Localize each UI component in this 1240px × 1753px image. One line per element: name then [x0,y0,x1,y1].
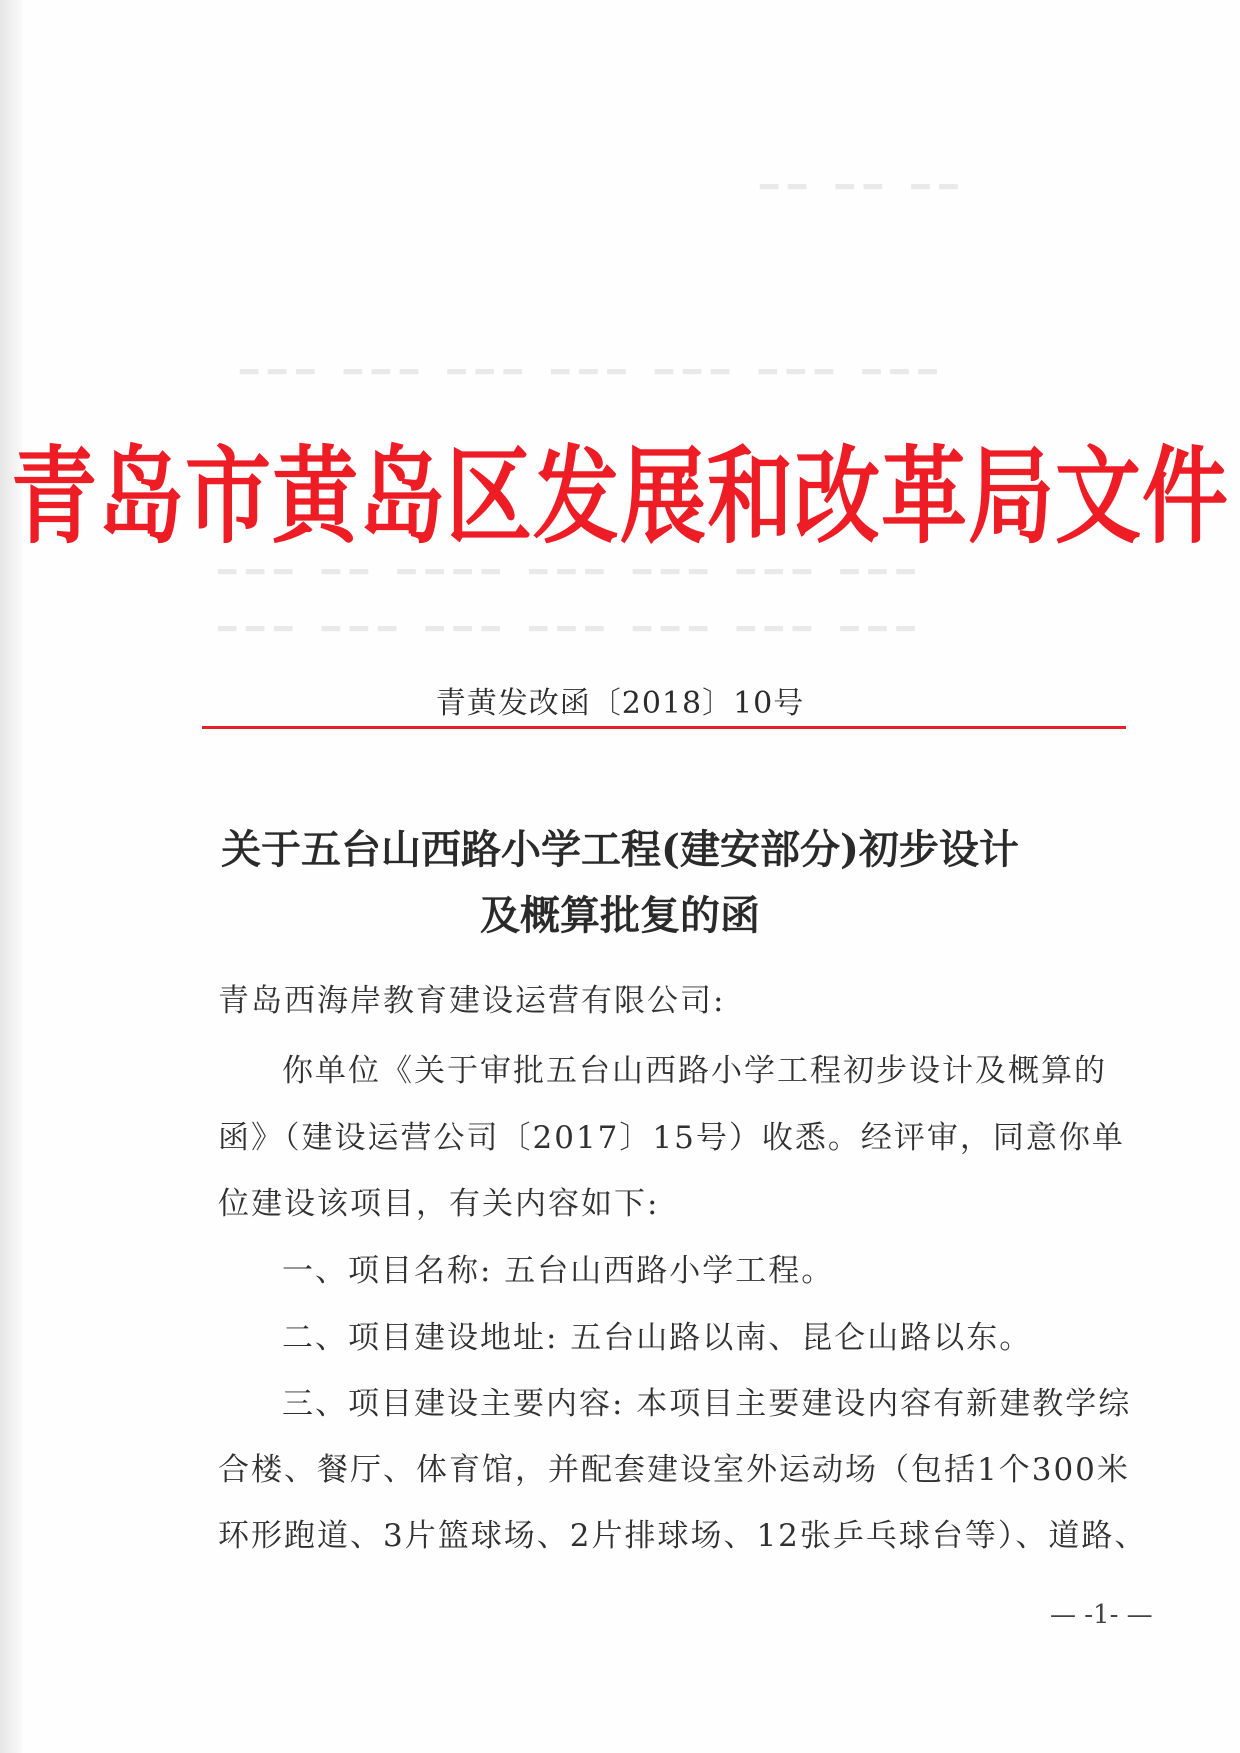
paragraph-line: 环形跑道、3片篮球场、2片排球场、12张乒乓球台等）、道路、 [218,1518,1148,1554]
document-title-line-2: 及概算批复的函 [480,892,760,939]
document-number: 青黄发改函〔2018〕10号 [435,686,805,721]
item-construction-content: 三、项目建设主要内容: 本项目主要建设内容有新建教学综 [282,1386,1132,1422]
page-number: — -1- — [1050,1600,1153,1630]
masthead-title: 青岛市黄岛区发展和改革局文件 [11,435,1229,559]
red-divider-line [202,726,1126,729]
paragraph-line: 位建设该项目，有关内容如下: [218,1186,660,1222]
show-through-mark: ━━━ ━━ ━━━━ ━━━ ━━━ ━━━ ━━━ [218,555,925,590]
document-title-line-1: 关于五台山西路小学工程(建安部分)初步设计 [221,826,1019,873]
scan-shadow [0,0,22,1753]
show-through-mark: ━━━ ━━━ ━━━ ━━━ ━━━ ━━━ ━━━ [218,612,925,647]
addressee: 青岛西海岸教育建设运营有限公司: [218,983,726,1019]
paragraph-line: 合楼、餐厅、体育馆，并配套建设室外运动场（包括1个300米 [218,1452,1130,1488]
paragraph-line: 函》（建设运营公司〔2017〕15号）收悉。经评审，同意你单 [218,1120,1125,1156]
show-through-mark: ━━ ━━ ━━ [760,170,968,205]
item-project-name: 一、项目名称: 五台山西路小学工程。 [282,1253,835,1289]
show-through-mark: ━━━ ━━━ ━━━ ━━━ ━━━ ━━━ ━━━ [240,355,947,390]
paragraph-line: 你单位《关于审批五台山西路小学工程初步设计及概算的 [282,1053,1107,1089]
item-project-address: 二、项目建设地址: 五台山路以南、昆仑山路以东。 [282,1320,1033,1356]
